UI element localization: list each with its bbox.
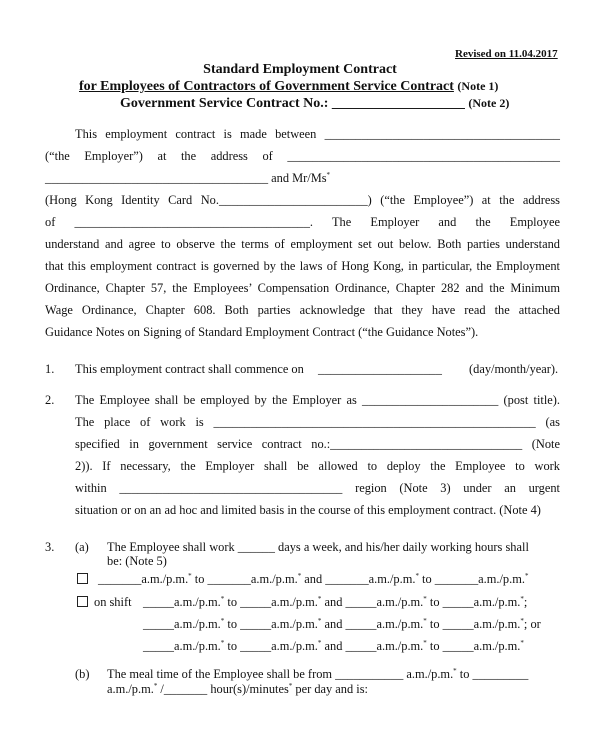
clause2-line-1: The Employee shall be employed by the Employer as ______________________ (post title). [75, 393, 560, 407]
intro-line-6: understand and agree to observe the terms of employment set out below. Both parties understand [45, 237, 560, 251]
note1-label: (Note 1) [457, 79, 499, 93]
title-line2-text: for Employees of Contractors of Government Service Contract [79, 79, 454, 94]
intro-line-10: Guidance Notes on Signing of Standard Employment Contract (“the Guidance Notes”). [45, 325, 479, 339]
intro-line-1: This employment contract is made between ______________________________________ [75, 127, 560, 141]
fixed-hours-row: _______a.m./p.m.* to _______a.m./p.m.* and _______a.m./p.m.* to _______a.m./p.m.* [98, 571, 529, 586]
title-line2 [79, 79, 498, 95]
intro-line-3: ____________________________________ and Mr/Ms* [45, 170, 331, 185]
clause1-tail: (day/month/year). [469, 362, 559, 376]
intro-line-4: (Hong Kong Identity Card No.________________________) (“the Employee”) at the address [45, 193, 560, 207]
intro-line-5: of ______________________________________. The Employer and the Employee [45, 215, 560, 229]
clause2-line-5: within ____________________________________ region (Note 3) under an urgent [75, 481, 560, 495]
clause3b-line-1: The meal time of the Employee shall be from ___________ a.m./p.m.* to _________ [107, 666, 529, 681]
clause3a-label: (a) [75, 540, 89, 554]
clause1-number: 1. [45, 362, 55, 376]
clause3-number: 3. [45, 540, 55, 554]
clause2-line-3: specified in government service contract no.:_______________________________ (Note [75, 437, 560, 451]
clause3b-label: (b) [75, 667, 90, 681]
shift-label: on shift [94, 595, 132, 609]
clause3a-line-1: The Employee shall work ______ days a week, and his/her daily working hours shall [107, 540, 529, 554]
intro-line-9: Wage Ordinance, Chapter 608. Both parties acknowledge that they have read the attached [45, 303, 560, 317]
hours-option-shift[interactable] [77, 595, 132, 610]
intro-line-8: Ordinance, Chapter 57, the Employees’ Compensation Ordinance, Chapter 282 and the Minimum [45, 281, 560, 295]
clause3b-line-2: a.m./p.m.* /_______ hour(s)/minutes* per day and is: [107, 681, 368, 696]
title-line3 [120, 96, 509, 112]
hours-option-fixed[interactable] [77, 572, 528, 587]
revised-date: Revised on 11.04.2017 [455, 48, 558, 60]
shift-row-2: _____a.m./p.m.* to _____a.m./p.m.* and _____a.m./p.m.* to _____a.m./p.m.*; or [143, 616, 541, 631]
commence-date-field[interactable]: ____________________ [318, 362, 442, 376]
checkbox-fixed-hours[interactable] [77, 573, 88, 584]
clause2-line-6: situation or on an ad hoc and limited basis in the course of this employment contract. (Note 4) [75, 503, 541, 517]
clause2-line-2: The place of work is ____________________________________________________ (as [75, 415, 560, 429]
clause3a-line-2: be: (Note 5) [107, 554, 167, 568]
clause1-text: This employment contract shall commence on [75, 362, 304, 376]
clause2-line-4: 2)). If necessary, the Employer shall be allowed to deploy the Employee to work [75, 459, 560, 473]
shift-row-1: _____a.m./p.m.* to _____a.m./p.m.* and _____a.m./p.m.* to _____a.m./p.m.*; [143, 594, 528, 609]
shift-row-3: _____a.m./p.m.* to _____a.m./p.m.* and _____a.m./p.m.* to _____a.m./p.m.* [143, 638, 524, 653]
intro-line-7: that this employment contract is governed by the laws of Hong Kong, in particular, the Employment [45, 259, 560, 273]
intro-line-2: (“the Employer”) at the address of ____________________________________________ [45, 149, 560, 163]
contract-no-field: Government Service Contract No.: ___________________ [120, 96, 465, 111]
intro-line-3-text: ____________________________________ and Mr/Ms [45, 171, 327, 185]
title-line1: Standard Employment Contract [203, 62, 397, 77]
clause2-number: 2. [45, 393, 55, 407]
checkbox-shift[interactable] [77, 596, 88, 607]
note2-label: (Note 2) [468, 96, 510, 110]
